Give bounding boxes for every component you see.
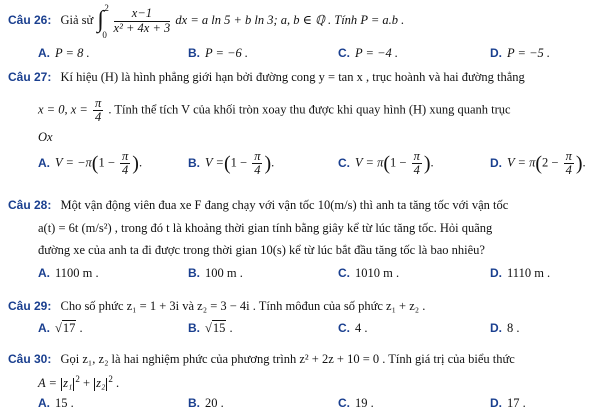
q29-answer-c[interactable]: C. 4 .	[338, 321, 368, 335]
q27-pi-over-4: $\frac{\pi}{4}$	[94, 96, 102, 125]
q26-answer-c[interactable]: C. P = −4 .	[338, 46, 399, 60]
q30-answer-b[interactable]: B. 20 .	[188, 396, 224, 410]
q28-line1	[8, 198, 508, 213]
q29-stem	[8, 299, 425, 314]
q29-answer-d[interactable]: D. 8 .	[490, 321, 520, 335]
q26-answer-d[interactable]: D. P = −5 .	[490, 46, 551, 60]
sqrt-radicand: 15	[212, 321, 226, 335]
q27-text2: . Tính thể tích V của khối tròn xoay thu được khi quay hình (H) xung quanh trục	[108, 102, 511, 117]
q26-stem	[8, 3, 405, 40]
q30-answer-d[interactable]: D. 17 .	[490, 396, 526, 410]
q30-line2: A = z₁ $^2$ + z₂ $^2$ .	[38, 374, 120, 391]
q26-fraction	[114, 7, 171, 34]
sqrt-radicand: 17	[62, 321, 76, 335]
q27-line2	[38, 97, 511, 124]
q27-answer-c[interactable]: C. V = π(1 − $\frac{\pi}{4}$ ).	[338, 149, 434, 178]
q28-answer-b[interactable]: B. 100 m .	[188, 266, 243, 280]
q26-num: x−1	[114, 7, 171, 21]
q28-label: Câu 28:	[8, 198, 52, 212]
q30-answer-c[interactable]: C. 19 .	[338, 396, 374, 410]
q28-line3	[38, 243, 485, 258]
q27-answer-b[interactable]: B. V =(1 − $\frac{\pi}{4}$ ).	[188, 149, 275, 178]
q26-intro: Giả sử	[60, 12, 94, 27]
q27-text1: Kí hiệu (H) là hình phẳng giới hạn bởi đường cong y = tan x , trục hoành và hai đường thẳng	[60, 70, 525, 84]
q28-line2	[38, 221, 492, 236]
q28-text1: Một vận động viên đua xe F đang chạy với vận tốc 10(m/s) thì anh ta tăng tốc với vận tốc	[60, 198, 509, 212]
q29-answer-a[interactable]: A. √17 .	[38, 321, 83, 335]
q28-text2: a(t) = 6t (m/s²) , trong đó t là khoảng thời gian tính bằng giây kể từ lúc tăng tốc. Hỏi quãng	[38, 221, 493, 235]
q26-tail: dx = a ln 5 + b ln 3; a, b ∈ ℚ . Tính	[175, 12, 358, 27]
q29-answer-b[interactable]: B. √15 .	[188, 321, 233, 335]
int-upper: 2	[104, 3, 109, 13]
q27-line1	[8, 70, 525, 85]
q29-label: Câu 29:	[8, 299, 52, 313]
q26-den: x² + 4x + 3	[113, 20, 171, 35]
q28-text3: đường xe của anh ta đi được trong thời gian 10(s) kể từ lúc bắt đầu tăng tốc là bao nhiêu?	[38, 243, 485, 257]
q30-text1: Gọi z₁, z₂ là hai nghiệm phức của phương trình z² + 2z + 10 = 0 . Tính giá trị của biểu thức	[60, 352, 515, 366]
q26-ask: P = a.b .	[360, 12, 405, 27]
q26-answer-a[interactable]: A. P = 8 .	[38, 46, 90, 60]
integral-sign: ∫ 2 0	[97, 3, 109, 40]
q28-answer-d[interactable]: D. 1110 m .	[490, 266, 551, 280]
q27-x-eq: x = 0, x =	[38, 102, 88, 117]
q27-label: Câu 27:	[8, 70, 52, 84]
q27-line3: Ox	[38, 130, 53, 144]
q27-answer-d[interactable]: D. V = π(2 − $\frac{\pi}{4}$ ).	[490, 149, 586, 178]
q30-line1	[8, 352, 515, 367]
q29-text: Cho số phức z₁ = 1 + 3i và z₂ = 3 − 4i . Tính môđun của số phức z₁ + z₂ .	[60, 299, 426, 313]
q26-label: Câu 26:	[8, 12, 52, 27]
q30-answer-a[interactable]: A. 15 .	[38, 396, 74, 410]
q30-label: Câu 30:	[8, 352, 52, 366]
q26-answer-b[interactable]: B. P = −6 .	[188, 46, 249, 60]
q28-answer-a[interactable]: A. 1100 m .	[38, 266, 99, 280]
int-lower: 0	[102, 30, 107, 40]
q28-answer-c[interactable]: C. 1010 m .	[338, 266, 400, 280]
q27-answer-a[interactable]: A. V = −π(1 − $\frac{\pi}{4}$ ).	[38, 149, 143, 178]
